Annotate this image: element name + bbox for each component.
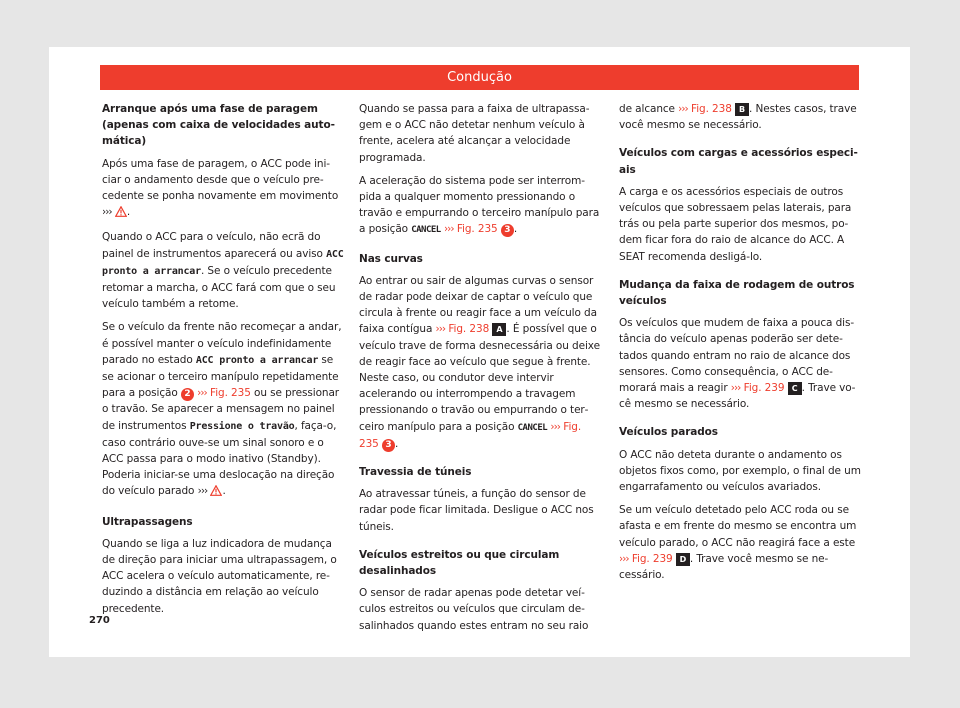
display-message: Pressione o travão bbox=[189, 420, 295, 432]
cancel-position: CANCEL bbox=[411, 225, 441, 236]
section-header bbox=[100, 65, 859, 90]
column-2 bbox=[359, 101, 601, 641]
heading-ultrapassagens: Ultrapassagens bbox=[102, 515, 193, 528]
paragraph: Quando o ACC para o veículo, não ecrã do painel de instrumentos aparecerá ou aviso ACC pronto a arrancar. Se o veículo precedente retomar a marcha, o ACC fará com que o seu veículo também a retome. bbox=[102, 231, 344, 311]
heading-cargas: Veículos com cargas e acessórios especiais bbox=[619, 147, 858, 176]
heading-mudanca-faixa: Mudança da faixa de rodagem de outros veículos bbox=[619, 278, 855, 308]
figure-link[interactable]: ››› Fig. 235 bbox=[443, 223, 498, 236]
warning-icon[interactable] bbox=[210, 485, 222, 501]
figure-link[interactable]: ››› Fig. 238 bbox=[678, 103, 732, 115]
arrow-ref: ››› bbox=[197, 485, 208, 498]
paragraph: Se um veículo detetado pelo ACC roda ou se afasta e em frente do mesmo se encontra um veículo parado, o ACC não reagirá face a este ››› Fig. 239 D . Trave você mesmo se necessário. bbox=[619, 504, 857, 582]
paragraph: Ao entrar ou sair de algumas curvas o sensor de radar pode deixar de captar o veículo que circula à frente ou reagir face a um veículo da faixa contígua ››› Fig. 238 A . É possível que o veículo trave de forma desnecessária ou deixe de reagir face ao veículo que segue à frente. Neste caso, ou condutor deve intervir acelerando ou interrompendo a travagem pressionando o travão ou empurrando o terceiro manípulo para a posição CANCEL ››› Fig. 235 3 . bbox=[359, 274, 600, 450]
cancel-position: CANCEL bbox=[517, 422, 548, 433]
column-3 bbox=[619, 101, 861, 590]
position-number: 3 bbox=[501, 224, 514, 237]
figure-letter: A bbox=[492, 323, 506, 336]
heading-veiculos-estreitos: Veículos estreitos ou que circulam desalinhados bbox=[359, 548, 560, 578]
arrow-ref: ››› bbox=[102, 206, 112, 219]
paragraph: Após uma fase de paragem, o ACC pode iniciar o andamento desde que o veículo precedente se ponha novamente em movimento ››› . bbox=[102, 156, 344, 223]
figure-letter: D bbox=[676, 553, 690, 566]
heading-arranque: Arranque após uma fase de paragem (apenas com caixa de velocidades automática) bbox=[102, 103, 335, 148]
paragraph: A carga e os acessórios especiais de outros veículos que sobressaem pelas laterais, para trás ou pela parte superior dos mesmos, podem ficar fora do raio de alcance do ACC. A SEAT recomenda desligá-lo. bbox=[619, 185, 852, 263]
position-number: 3 bbox=[382, 439, 395, 452]
position-number: 2 bbox=[181, 388, 194, 401]
figure-link[interactable]: ››› Fig. 235 bbox=[197, 387, 251, 400]
paragraph: de alcance ››› Fig. 238 B . Nestes casos, trave você mesmo se necessário. bbox=[619, 103, 857, 132]
paragraph: Quando se passa para a faixa de ultrapassagem e o ACC não detetar nenhum veículo à frente, acelera até alcançar a velocidade programada. bbox=[359, 103, 590, 164]
paragraph: O sensor de radar apenas pode detetar veículos estreitos ou veículos que circulam desalinhados quando estes entram no seu raio bbox=[359, 587, 589, 632]
figure-link[interactable]: ››› Fig. 235 bbox=[359, 420, 582, 450]
heading-tuneis: Travessia de túneis bbox=[359, 466, 472, 479]
display-message: ACC pronto a arrancar bbox=[195, 354, 319, 366]
paragraph: Os veículos que mudem de faixa a pouca distância do veículo apenas poderão ser detetados quando entram no raio de alcance dos sensores. Como consequência, o ACC demorará mais a reagir ››› Fig. 239 C . Trave você mesmo se necessário. bbox=[619, 317, 856, 411]
figure-letter: C bbox=[788, 382, 802, 395]
figure-link[interactable]: ››› Fig. 239 bbox=[619, 552, 673, 565]
paragraph: O ACC não deteta durante o andamento os objetos fixos como, por exemplo, o final de um engarrafamento ou veículos avariados. bbox=[619, 448, 861, 494]
section-title: Condução bbox=[447, 70, 512, 85]
heading-curvas: Nas curvas bbox=[359, 252, 423, 265]
figure-link[interactable]: ››› Fig. 238 bbox=[435, 323, 490, 336]
display-message: ACC pronto a arrancar bbox=[102, 248, 344, 277]
column-1 bbox=[102, 101, 344, 624]
heading-parados: Veículos parados bbox=[619, 426, 718, 439]
paragraph: Quando se liga a luz indicadora de mudança de direção para iniciar uma ultrapassagem, o ACC acelera o veículo automaticamente, reduzindo a distância em relação ao veículo precedente. bbox=[102, 537, 337, 615]
paragraph: Ao atravessar túneis, a função do sensor de radar pode ficar limitada. Desligue o ACC nos túneis. bbox=[359, 488, 594, 533]
figure-link[interactable]: ››› Fig. 239 bbox=[730, 382, 785, 395]
warning-icon[interactable] bbox=[115, 206, 127, 222]
page-number: 270 bbox=[89, 615, 110, 626]
paragraph: A aceleração do sistema pode ser interrompida a qualquer momento pressionando o travão e empurrando o terceiro manípulo para a posição CANCEL ››› Fig. 235 3 . bbox=[359, 174, 600, 236]
figure-letter: B bbox=[735, 103, 749, 116]
manual-page bbox=[49, 47, 910, 657]
paragraph: Se o veículo da frente não recomeçar a andar, é possível manter o veículo indefinidamente parado no estado ACC pronto a arrancar se se acionar o terceiro manípulo repetidamente para a posição 2 ››› Fig. 235 ou se pressionar o travão. Se aparecer a mensagem no painel de instrumentos Pressione o travão, faça-o, caso contrário ouve-se um sinal sonoro e o ACC passa para o modo inativo (Standby). Poderia iniciar-se uma deslocação na direção do veículo parado ››› . bbox=[102, 319, 344, 501]
